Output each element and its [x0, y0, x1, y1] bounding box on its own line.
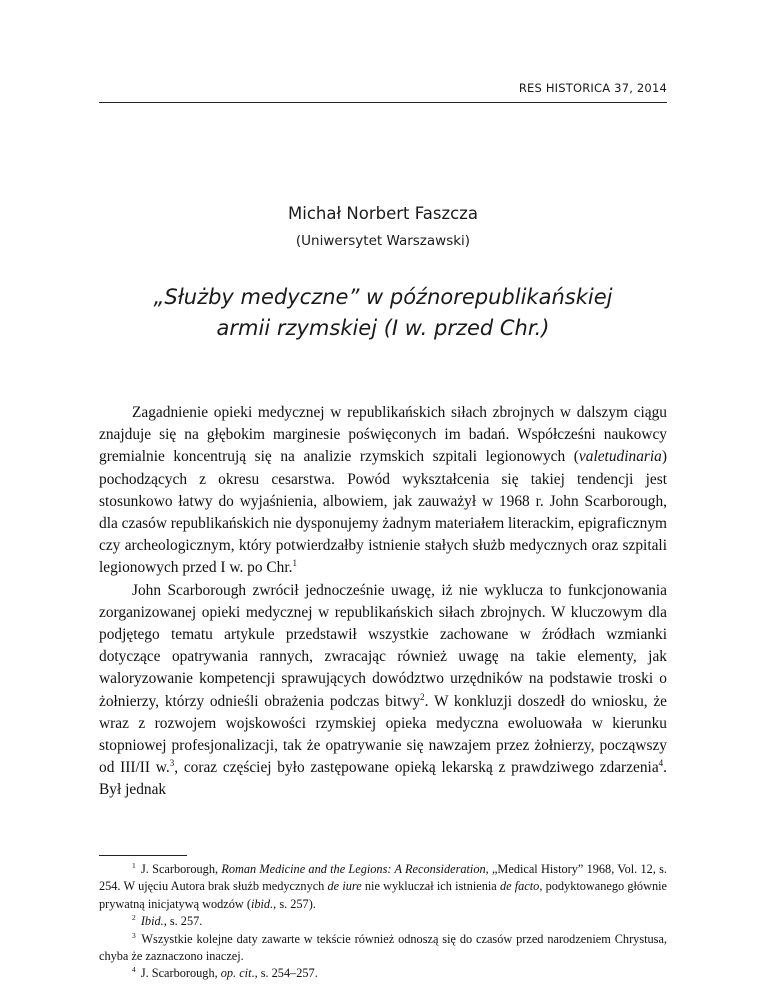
- p2-text-a: John Scarborough zwrócił jednocześnie uwagę, iż nie wyklucza to funkcjonowania zorganizowanej opieki medycznej w republikańskich siłach zbrojnych. W kluczowym dla podjętego tematu artykule przedstawił wszystkie zachowane w źródłach wzmianki dotyczące opatrywania rannych, zwracając również uwagę na takie elementy, jak waloryzowanie kompetencji sprawujących dowództwo urzędników na podstawie troski o żołnierzy, którzy odnieśli obrażenia podczas bitwy: [99, 581, 667, 710]
- paragraph-1: [99, 402, 667, 580]
- fn1-italic-de-iure: de iure: [327, 879, 362, 894]
- fn1-text-g: , podyktowanego głównie prywatną inicjatywą wodzów (: [99, 879, 667, 911]
- fn1-cited-title: Roman Medicine and the Legions: A Reconsideration: [221, 862, 486, 876]
- author-name: Michał Norbert Faszcza: [288, 204, 478, 223]
- footnote-3-number: 3: [132, 930, 136, 940]
- footnotes: [99, 861, 667, 983]
- p2-text-b: . W konkluzji doszedł do wniosku, że wraz z rozwojem wojskowości rzymskiej opieka medyczna ewoluowała w kierunku stopniowej profesjonalizacji, tak że opatrywanie się nawzajem przez żołnierzy, począwszy od III/II w.: [99, 692, 667, 777]
- footnote-4: [99, 965, 667, 982]
- fn1-text-i: , s. 257).: [273, 896, 316, 911]
- p1-text-c: ) pochodzących z okresu cesarstwa. Powód wykształcenia się takiej tendencji jest stosunkowo łatwy do wyjaśnienia, albowiem, jak zauważył w 1968 r. John Scarborough, dla czasów republikańskich nie dysponujemy żadnym materiałem literackim, epigraficznym czy archeologicznym, który potwierdzałby istnienie stałych służb medycznych oraz szpitali legionowych przed I w. po Chr.: [99, 448, 667, 577]
- paragraph-2: [99, 580, 667, 802]
- footnote-4-number: 4: [132, 965, 136, 975]
- fn1-italic-ibid: ibid.: [250, 896, 274, 911]
- footnote-ref-4[interactable]: 4: [658, 758, 664, 769]
- footnote-rule: [99, 855, 187, 856]
- footnote-1-number: 1: [132, 860, 136, 870]
- fn4-text-c: ., s. 254–257.: [251, 966, 318, 981]
- fn1-text-e: nie wykluczał ich istnienia: [361, 879, 500, 894]
- journal-name: RES HISTORICA 37, 2014: [518, 81, 667, 95]
- p2-text-d: . Był jednak: [99, 759, 668, 799]
- body-text: [99, 402, 667, 802]
- p1-italic-term: valetudinaria: [578, 448, 662, 466]
- fn1-text-c: , „Medical History” 1968, Vol. 12, s. 254. W ujęciu Autora brak służb medycznych: [99, 862, 667, 894]
- fn1-text-a: J. Scarborough,: [137, 862, 222, 876]
- footnote-2: [99, 913, 667, 930]
- fn1-italic-de-facto: de facto: [499, 879, 540, 894]
- footnote-1: [99, 861, 667, 913]
- p2-text-c: , coraz częściej było zastępowane opieką lekarską z prawdziwego zdarzenia: [174, 759, 659, 777]
- fn2-italic-ibid: Ibid.: [140, 914, 164, 929]
- p1-text-a: Zagadnienie opieki medycznej w republikańskich siłach zbrojnych w dalszym ciągu znajduje się na głębokim marginesie poświęconych im badań. Współcześni naukowcy gremialnie koncentrują się na analizie rzymskich szpitali legionowych (: [99, 404, 667, 466]
- title-line-1: „Służby medyczne” w późnorepublikańskiej: [153, 285, 613, 309]
- fn2-text-b: , s. 257.: [163, 914, 203, 929]
- title-line-2: armii rzymskiej (I w. przed Chr.): [216, 316, 550, 340]
- fn3-text: Wszystkie kolejne daty zawarte w tekście również odnoszą się do czasów przed narodzeniem Chrystusa, chyba że zaznaczono inaczej.: [99, 931, 667, 964]
- running-header: [99, 81, 667, 103]
- footnote-ref-2[interactable]: 2: [420, 691, 425, 702]
- fn4-text-a: J. Scarborough,: [137, 966, 221, 981]
- header-rule: [99, 102, 667, 103]
- fn4-italic-op-cit: op. cit: [220, 966, 252, 981]
- article-title: [99, 282, 667, 344]
- footnote-ref-1[interactable]: 1: [292, 558, 297, 569]
- author-affiliation: (Uniwersytet Warszawski): [295, 233, 471, 249]
- footnote-3: [99, 931, 667, 966]
- footnote-2-number: 2: [132, 913, 136, 923]
- footnote-ref-3[interactable]: 3: [169, 758, 175, 769]
